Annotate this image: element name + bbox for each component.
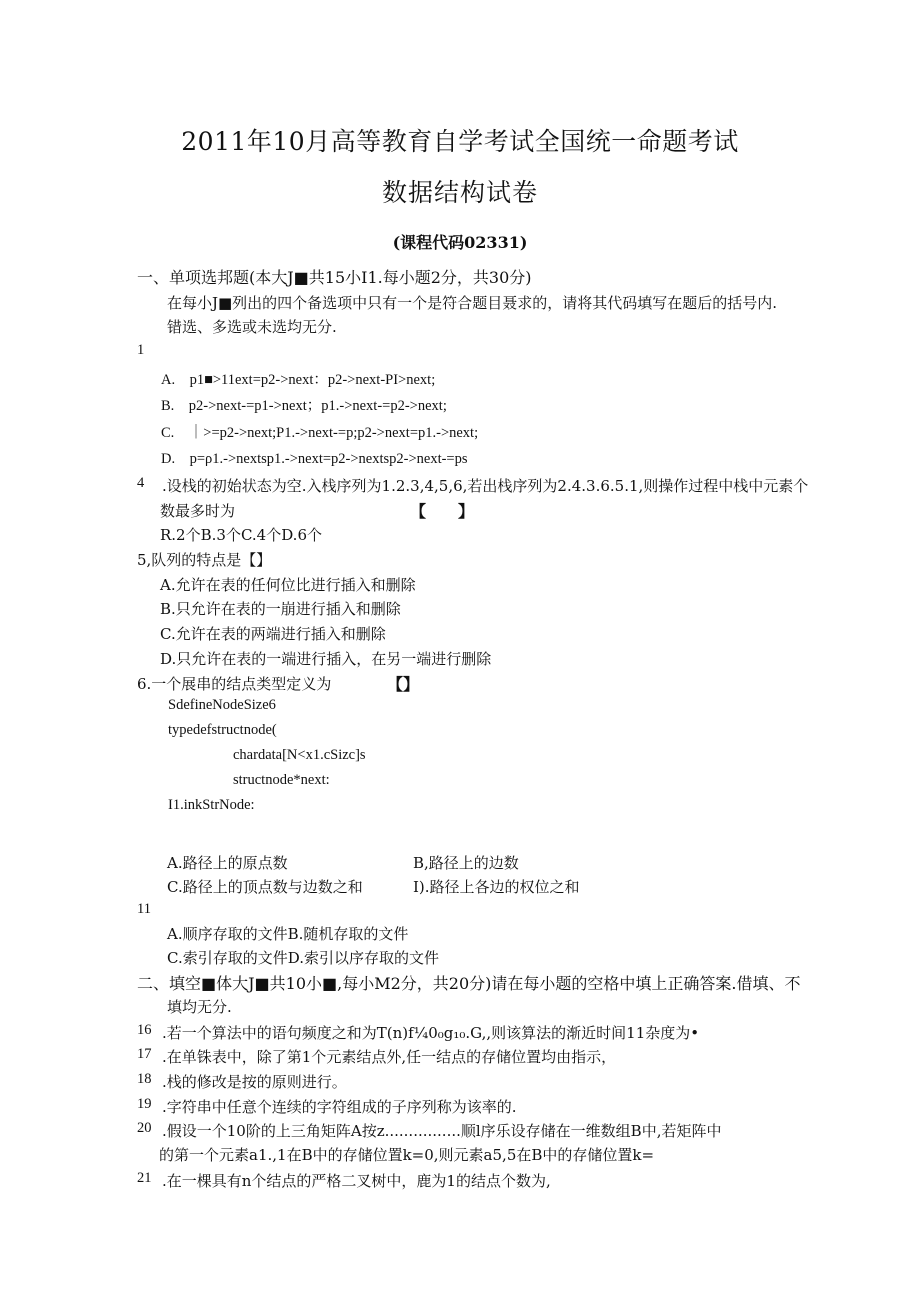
- q20-text: .假设一个10阶的上三角矩阵A按z................顺l序乐设存储在一维数组B中,若矩阵中: [162, 1122, 722, 1140]
- q6-code-line: SdefineNodeSize6: [168, 697, 276, 713]
- q1-option-a: A. p1■>11ext=p2->next：p2->next-PI>next;: [161, 372, 436, 388]
- section1-instruction-2: 错选、多选或未选均无分.: [167, 318, 337, 336]
- q5-stem: 5,队列的特点是【】: [137, 551, 272, 569]
- q17-number: 17: [137, 1046, 152, 1062]
- exam-title: 2011年10月高等教育自学考试全国统一命题考试: [181, 127, 739, 156]
- path-option-a: A.路径上的原点数: [167, 854, 288, 872]
- q6-code-line: typedefstructnode(: [168, 722, 277, 738]
- q18-number: 18: [137, 1071, 152, 1087]
- q6-code-line: chardata[N<x1.cSizc]s: [233, 747, 366, 763]
- section1-instruction: 在每小J■列出的四个备选项中只有一个是符合题目聂求的，请将其代码填写在题后的括号内.: [167, 294, 777, 312]
- paper-subtitle: 数据结构试卷: [381, 178, 538, 207]
- path-option-c: C.路径上的顶点数与边数之和: [167, 878, 363, 896]
- q5-option-b: B.只允许在表的一崩进行插入和删除: [160, 600, 401, 618]
- q20-text-2: 的第一个元素a1.,1在B中的存储位置k=0,则元素a5,5在B中的存储位置k=: [159, 1146, 655, 1164]
- q1-number: 1: [137, 342, 145, 358]
- q16-text: .若一个算法中的语句频度之和为T(n)f¼0₀g₁₀.G,,则该算法的渐近时间11杂度为•: [162, 1024, 700, 1042]
- q6-answer-bracket: 【】: [387, 675, 420, 694]
- q21-text: .在一棵具有n个结点的严格二叉树中，鹿为1的结点个数为,: [162, 1172, 551, 1190]
- q4-answer-bracket: 【 】: [410, 502, 475, 521]
- section2-heading: 二、填空■体大J■共10小■,每小M2分，共20分)请在每小题的空格中填上正确答案.借填、不: [137, 974, 801, 993]
- q11-options-ab: A.顺序存取的文件B.随机存取的文件: [167, 925, 409, 943]
- q5-option-c: C.允许在表的两端进行插入和删除: [160, 625, 386, 643]
- q19-number: 19: [137, 1096, 152, 1112]
- q1-option-d: D. p=ρ1.->nextsp1.->next=p2->nextsp2->next-=ps: [161, 451, 468, 467]
- q11-number: 11: [137, 901, 151, 917]
- q6-code-line: structnode*next:: [233, 772, 330, 788]
- path-option-b: B,路径上的边数: [413, 854, 519, 872]
- q16-number: 16: [137, 1022, 152, 1038]
- q5-option-a: A.允许在表的任何位比进行插入和删除: [160, 576, 416, 594]
- q1-option-c: C. ｜>=p2->next;P1.->next-=p;p2->next=p1.->next;: [161, 425, 479, 441]
- path-option-d: I).路径上各边的权位之和: [413, 878, 580, 896]
- q21-number: 21: [137, 1170, 152, 1186]
- q17-text: .在单铢表中，除了第1个元素结点外,任一结点的存储位置均由指示，: [162, 1048, 617, 1066]
- q5-option-d: D.只允许在表的一端进行插入，在另一端进行删除: [160, 650, 492, 668]
- course-code: (课程代码02331): [392, 233, 528, 252]
- q11-options-cd: C.索引存取的文件D.索引以序存取的文件: [167, 949, 439, 967]
- q6-code-line: I1.inkStrNode:: [168, 797, 255, 813]
- q1-option-b: B. p2->next-=p1->next；p1.->next-=p2->next;: [161, 398, 447, 414]
- q19-text: .字符串中任意个连续的字符组成的子序列称为该率的.: [162, 1098, 517, 1116]
- section1-heading: 一、单项选邦题(本大J■共15小I1.每小题2分，共30分): [137, 268, 532, 287]
- q4-text: .设栈的初始状态为空.入栈序列为1.2.3,4,5,6,若出栈序列为2.4.3.6.5.1,则操作过程中栈中元素个: [162, 477, 809, 495]
- q4-text-2: 数最多时为: [160, 502, 236, 520]
- q4-number: 4: [137, 475, 145, 491]
- q18-text: .栈的修改是按的原则进行。: [162, 1073, 347, 1091]
- q20-number: 20: [137, 1120, 152, 1136]
- section2-heading-2: 填均无分.: [167, 998, 232, 1016]
- q4-options: R.2个B.3个C.4个D.6个: [160, 526, 322, 544]
- q6-stem: 6.一个展串的结点类型定义为: [137, 675, 332, 693]
